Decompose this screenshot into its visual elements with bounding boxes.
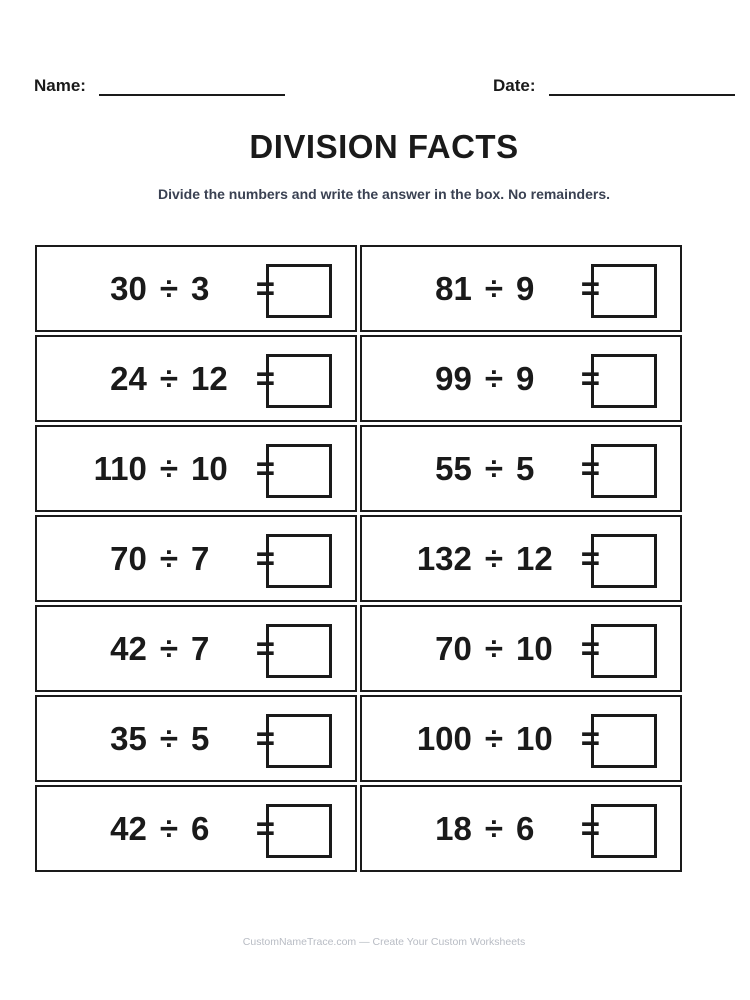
division-expression <box>435 787 600 870</box>
equals-sign: = <box>255 809 275 847</box>
problem-cell <box>360 515 682 602</box>
dividend: 30 <box>110 269 147 307</box>
equals-sign: = <box>580 449 600 487</box>
date-write-line[interactable] <box>549 80 735 96</box>
division-expression <box>110 517 275 600</box>
division-expression <box>110 607 275 690</box>
problem-cell <box>35 335 357 422</box>
division-expression <box>110 247 275 330</box>
answer-box[interactable] <box>591 264 657 318</box>
dividend: 42 <box>110 809 147 847</box>
divisor: 9 <box>516 269 535 307</box>
division-expression <box>417 697 600 780</box>
equals-sign: = <box>580 719 600 757</box>
divide-sign: ÷ <box>159 359 178 397</box>
page-title: DIVISION FACTS <box>249 128 519 165</box>
divide-sign: ÷ <box>484 809 503 847</box>
divisor: 7 <box>191 629 210 667</box>
divisor: 12 <box>516 539 553 577</box>
divide-sign: ÷ <box>159 449 178 487</box>
equals-sign: = <box>255 629 275 667</box>
name-field <box>34 76 285 96</box>
answer-box[interactable] <box>591 354 657 408</box>
footer-credit: CustomNameTrace.com — Create Your Custom Worksheets <box>242 936 526 948</box>
problem-cell <box>360 785 682 872</box>
division-expression <box>435 607 600 690</box>
dividend: 99 <box>435 359 472 397</box>
divide-sign: ÷ <box>159 629 178 667</box>
answer-box[interactable] <box>266 534 332 588</box>
problem-cell <box>35 515 357 602</box>
division-expression <box>435 427 600 510</box>
answer-box[interactable] <box>266 624 332 678</box>
name-write-line[interactable] <box>99 80 285 96</box>
dividend: 70 <box>110 539 147 577</box>
equals-sign: = <box>580 539 600 577</box>
worksheet-header <box>0 76 750 100</box>
divisor: 6 <box>516 809 535 847</box>
divide-sign: ÷ <box>159 719 178 757</box>
equals-sign: = <box>255 269 275 307</box>
problem-cell <box>35 425 357 512</box>
divisor: 5 <box>516 449 535 487</box>
answer-box[interactable] <box>266 354 332 408</box>
problem-cell <box>360 245 682 332</box>
dividend: 35 <box>110 719 147 757</box>
divisor: 10 <box>516 719 553 757</box>
answer-box[interactable] <box>591 444 657 498</box>
division-expression <box>435 337 600 420</box>
name-label: Name: <box>34 76 86 95</box>
divide-sign: ÷ <box>484 629 503 667</box>
answer-box[interactable] <box>591 714 657 768</box>
problem-grid <box>35 245 683 872</box>
divide-sign: ÷ <box>159 269 178 307</box>
answer-box[interactable] <box>266 804 332 858</box>
dividend: 55 <box>435 449 472 487</box>
dividend: 132 <box>416 539 472 577</box>
equals-sign: = <box>580 629 600 667</box>
problem-cell <box>35 605 357 692</box>
dividend: 81 <box>435 269 472 307</box>
dividend: 18 <box>435 809 472 847</box>
problem-cell <box>35 785 357 872</box>
answer-box[interactable] <box>266 444 332 498</box>
division-expression <box>94 427 275 510</box>
divisor: 10 <box>191 449 228 487</box>
equals-sign: = <box>255 719 275 757</box>
answer-box[interactable] <box>591 804 657 858</box>
date-field <box>493 76 735 96</box>
equals-sign: = <box>255 449 275 487</box>
divisor: 6 <box>191 809 210 847</box>
equals-sign: = <box>580 809 600 847</box>
problem-cell <box>360 335 682 422</box>
divisor: 3 <box>191 269 210 307</box>
divide-sign: ÷ <box>484 359 503 397</box>
problem-cell <box>360 605 682 692</box>
divisor: 12 <box>191 359 228 397</box>
divisor: 7 <box>191 539 210 577</box>
divisor: 9 <box>516 359 535 397</box>
divisor: 5 <box>191 719 210 757</box>
division-expression <box>435 247 600 330</box>
equals-sign: = <box>580 359 600 397</box>
problem-cell <box>35 245 357 332</box>
divide-sign: ÷ <box>159 809 178 847</box>
division-expression <box>110 337 275 420</box>
dividend: 110 <box>93 449 147 487</box>
divisor: 10 <box>516 629 553 667</box>
answer-box[interactable] <box>591 534 657 588</box>
answer-box[interactable] <box>266 714 332 768</box>
divide-sign: ÷ <box>484 539 503 577</box>
dividend: 24 <box>110 359 147 397</box>
problem-cell <box>360 695 682 782</box>
dividend: 70 <box>435 629 472 667</box>
dividend: 42 <box>110 629 147 667</box>
equals-sign: = <box>255 539 275 577</box>
problem-cell <box>35 695 357 782</box>
division-expression <box>110 787 275 870</box>
dividend: 100 <box>416 719 472 757</box>
division-expression <box>417 517 600 600</box>
equals-sign: = <box>580 269 600 307</box>
equals-sign: = <box>255 359 275 397</box>
answer-box[interactable] <box>591 624 657 678</box>
divide-sign: ÷ <box>484 719 503 757</box>
divide-sign: ÷ <box>484 449 503 487</box>
date-label: Date: <box>493 76 536 95</box>
divide-sign: ÷ <box>159 539 178 577</box>
instructions: Divide the numbers and write the answer in the box. No remainders. <box>158 186 610 202</box>
problem-cell <box>360 425 682 512</box>
divide-sign: ÷ <box>484 269 503 307</box>
division-expression <box>110 697 275 780</box>
answer-box[interactable] <box>266 264 332 318</box>
